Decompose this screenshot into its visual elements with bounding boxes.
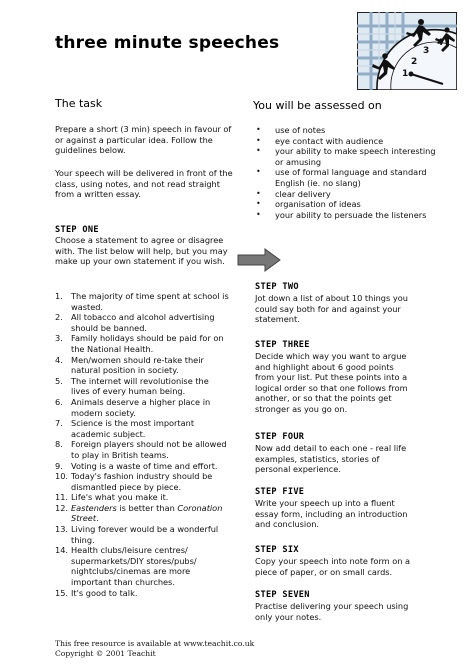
logo-number: 1: [402, 69, 409, 79]
statement-number: 7.: [55, 418, 63, 429]
bullet-icon: •: [256, 167, 261, 177]
statement-number: 5.: [55, 375, 63, 386]
statement-item: [55, 461, 230, 472]
statement-text: Living forever would be a wonderful thing.: [71, 524, 219, 545]
statement-item: [55, 545, 230, 587]
task-paragraph: Your speech will be delivered in front of the class, using notes, and not read straight from a written essay.: [55, 168, 233, 200]
bullet-icon: •: [256, 188, 261, 198]
step-one-text: Choose a statement to agree or disagree with. The list below will help, but you may make up your own statement if you wish.: [55, 235, 228, 267]
step-heading: STEP THREE: [255, 340, 310, 350]
bullet-icon: •: [256, 199, 261, 209]
assessment-item-text: use of notes: [275, 125, 326, 135]
assessment-item: [255, 199, 445, 210]
logo-number: 3: [423, 46, 430, 56]
page-title: three minute speeches: [55, 33, 280, 53]
statement-list: [55, 291, 230, 598]
step-text: Now add detail to each one - real life examples, statistics, stories of personal experience.: [255, 443, 407, 475]
step-text: Practise delivering your speech using only your notes.: [255, 601, 409, 622]
bullet-icon: •: [256, 135, 261, 145]
task-paragraph: Prepare a short (3 min) speech in favour of or against a particular idea. Follow the guidelines below.: [55, 124, 232, 156]
step-heading: STEP FIVE: [255, 487, 305, 497]
statement-number: 11.: [55, 492, 69, 503]
statement-item: [55, 376, 230, 397]
footer-line: This free resource is available at www.teachit.co.uk: [55, 639, 255, 648]
statement-text: Today's fashion industry should be dismantled piece by piece.: [71, 471, 213, 492]
step-text: Decide which way you want to argue and highlight about 6 good points from your list. Put these points into a logical order so that one follows from another, or so that the points get stronger as you go on.: [255, 351, 408, 414]
logo-number: 2: [411, 57, 418, 67]
statement-text: The majority of time spent at school is wasted.: [71, 291, 229, 312]
assessment-item-text: organisation of ideas: [275, 199, 361, 210]
statement-item: [55, 503, 230, 524]
statement-item: [55, 397, 230, 418]
statement-item: [55, 291, 230, 312]
assessment-item: [255, 210, 445, 221]
right-arrow-icon: [237, 248, 281, 272]
statement-text: Health clubs/leisure centres/ supermarkets/DIY stores/pubs/ nightclubs/cinemas are more important than churches.: [71, 545, 197, 588]
assessment-item-text: your ability to make speech interesting or amusing: [275, 146, 436, 167]
statement-number: 13.: [55, 524, 69, 535]
statement-text: It's good to talk.: [71, 587, 138, 598]
statement-item: [55, 471, 230, 492]
step-heading: STEP TWO: [255, 282, 299, 292]
statement-item: [55, 524, 230, 545]
assessment-item-text: your ability to persuade the listeners: [275, 209, 427, 220]
statement-number: 4.: [55, 354, 63, 365]
statement-number: 3.: [55, 333, 63, 344]
statement-text: Men/women should re-take their natural position in society.: [71, 354, 204, 376]
statement-item: [55, 492, 230, 503]
assessment-item: [255, 125, 445, 136]
step-heading: STEP SEVEN: [255, 590, 310, 600]
step-text: Jot down a list of about 10 things you could say both for and against your statement.: [255, 293, 408, 325]
statement-number: 15.: [55, 587, 69, 598]
runners-clock-logo: [357, 12, 457, 90]
statement-number: 9.: [55, 460, 63, 471]
logo-number: 4: [437, 38, 444, 48]
statement-text: All tobacco and alcohol advertising should be banned.: [71, 312, 215, 333]
statement-text: Life's what you make it.: [71, 492, 169, 503]
step-text: Write your speech up into a fluent essay form, including an introduction and conclusion.: [255, 498, 408, 530]
statement-text: Voting is a waste of time and effort.: [71, 460, 218, 471]
statement-text: Eastenders is better than Coronation Street.: [71, 502, 223, 524]
statement-text: Animals deserve a higher place in modern society.: [71, 396, 211, 418]
statement-number: 14.: [55, 545, 69, 556]
statement-number: 8.: [55, 439, 63, 450]
assessment-item: [255, 146, 445, 167]
assessment-item: [255, 189, 445, 200]
statement-item: [55, 588, 230, 599]
statement-text: Science is the most important academic subject.: [71, 418, 195, 439]
step-heading: STEP SIX: [255, 545, 299, 555]
assessment-item-text: use of formal language and standard English (ie. no slang): [275, 167, 427, 188]
statement-number: 12.: [55, 502, 69, 513]
statement-text: Family holidays should be paid for on the National Health.: [71, 333, 224, 354]
assessment-item: [255, 136, 445, 147]
statement-item: [55, 312, 230, 333]
bullet-icon: •: [256, 209, 261, 219]
statement-text: The internet will revolutionise the lives of every human being.: [71, 375, 209, 397]
assessed-heading: You will be assessed on: [253, 99, 382, 112]
bullet-icon: •: [256, 146, 261, 156]
statement-number: 1.: [55, 291, 63, 301]
statement-number: 10.: [55, 471, 69, 482]
statement-number: 2.: [55, 312, 63, 323]
footer-line: Copyright © 2001 Teachit: [55, 649, 156, 658]
statement-item: [55, 333, 230, 354]
bullet-icon: •: [256, 125, 261, 134]
statement-item: [55, 355, 230, 376]
assessment-list: [255, 125, 445, 220]
assessment-item-text: eye contact with audience: [275, 135, 384, 146]
step-heading: STEP FOUR: [255, 432, 305, 442]
assessment-item-text: clear delivery: [275, 188, 331, 199]
task-heading: The task: [55, 97, 103, 110]
statement-text: Foreign players should not be allowed to play in British teams.: [71, 439, 227, 460]
statement-number: 6.: [55, 396, 63, 407]
step-text: Copy your speech into note form on a piece of paper, or on small cards.: [255, 556, 411, 577]
footer: [55, 639, 254, 659]
statement-item: [55, 418, 230, 439]
statement-item: [55, 439, 230, 460]
step-one-heading: STEP ONE: [55, 225, 99, 235]
assessment-item: [255, 167, 445, 188]
